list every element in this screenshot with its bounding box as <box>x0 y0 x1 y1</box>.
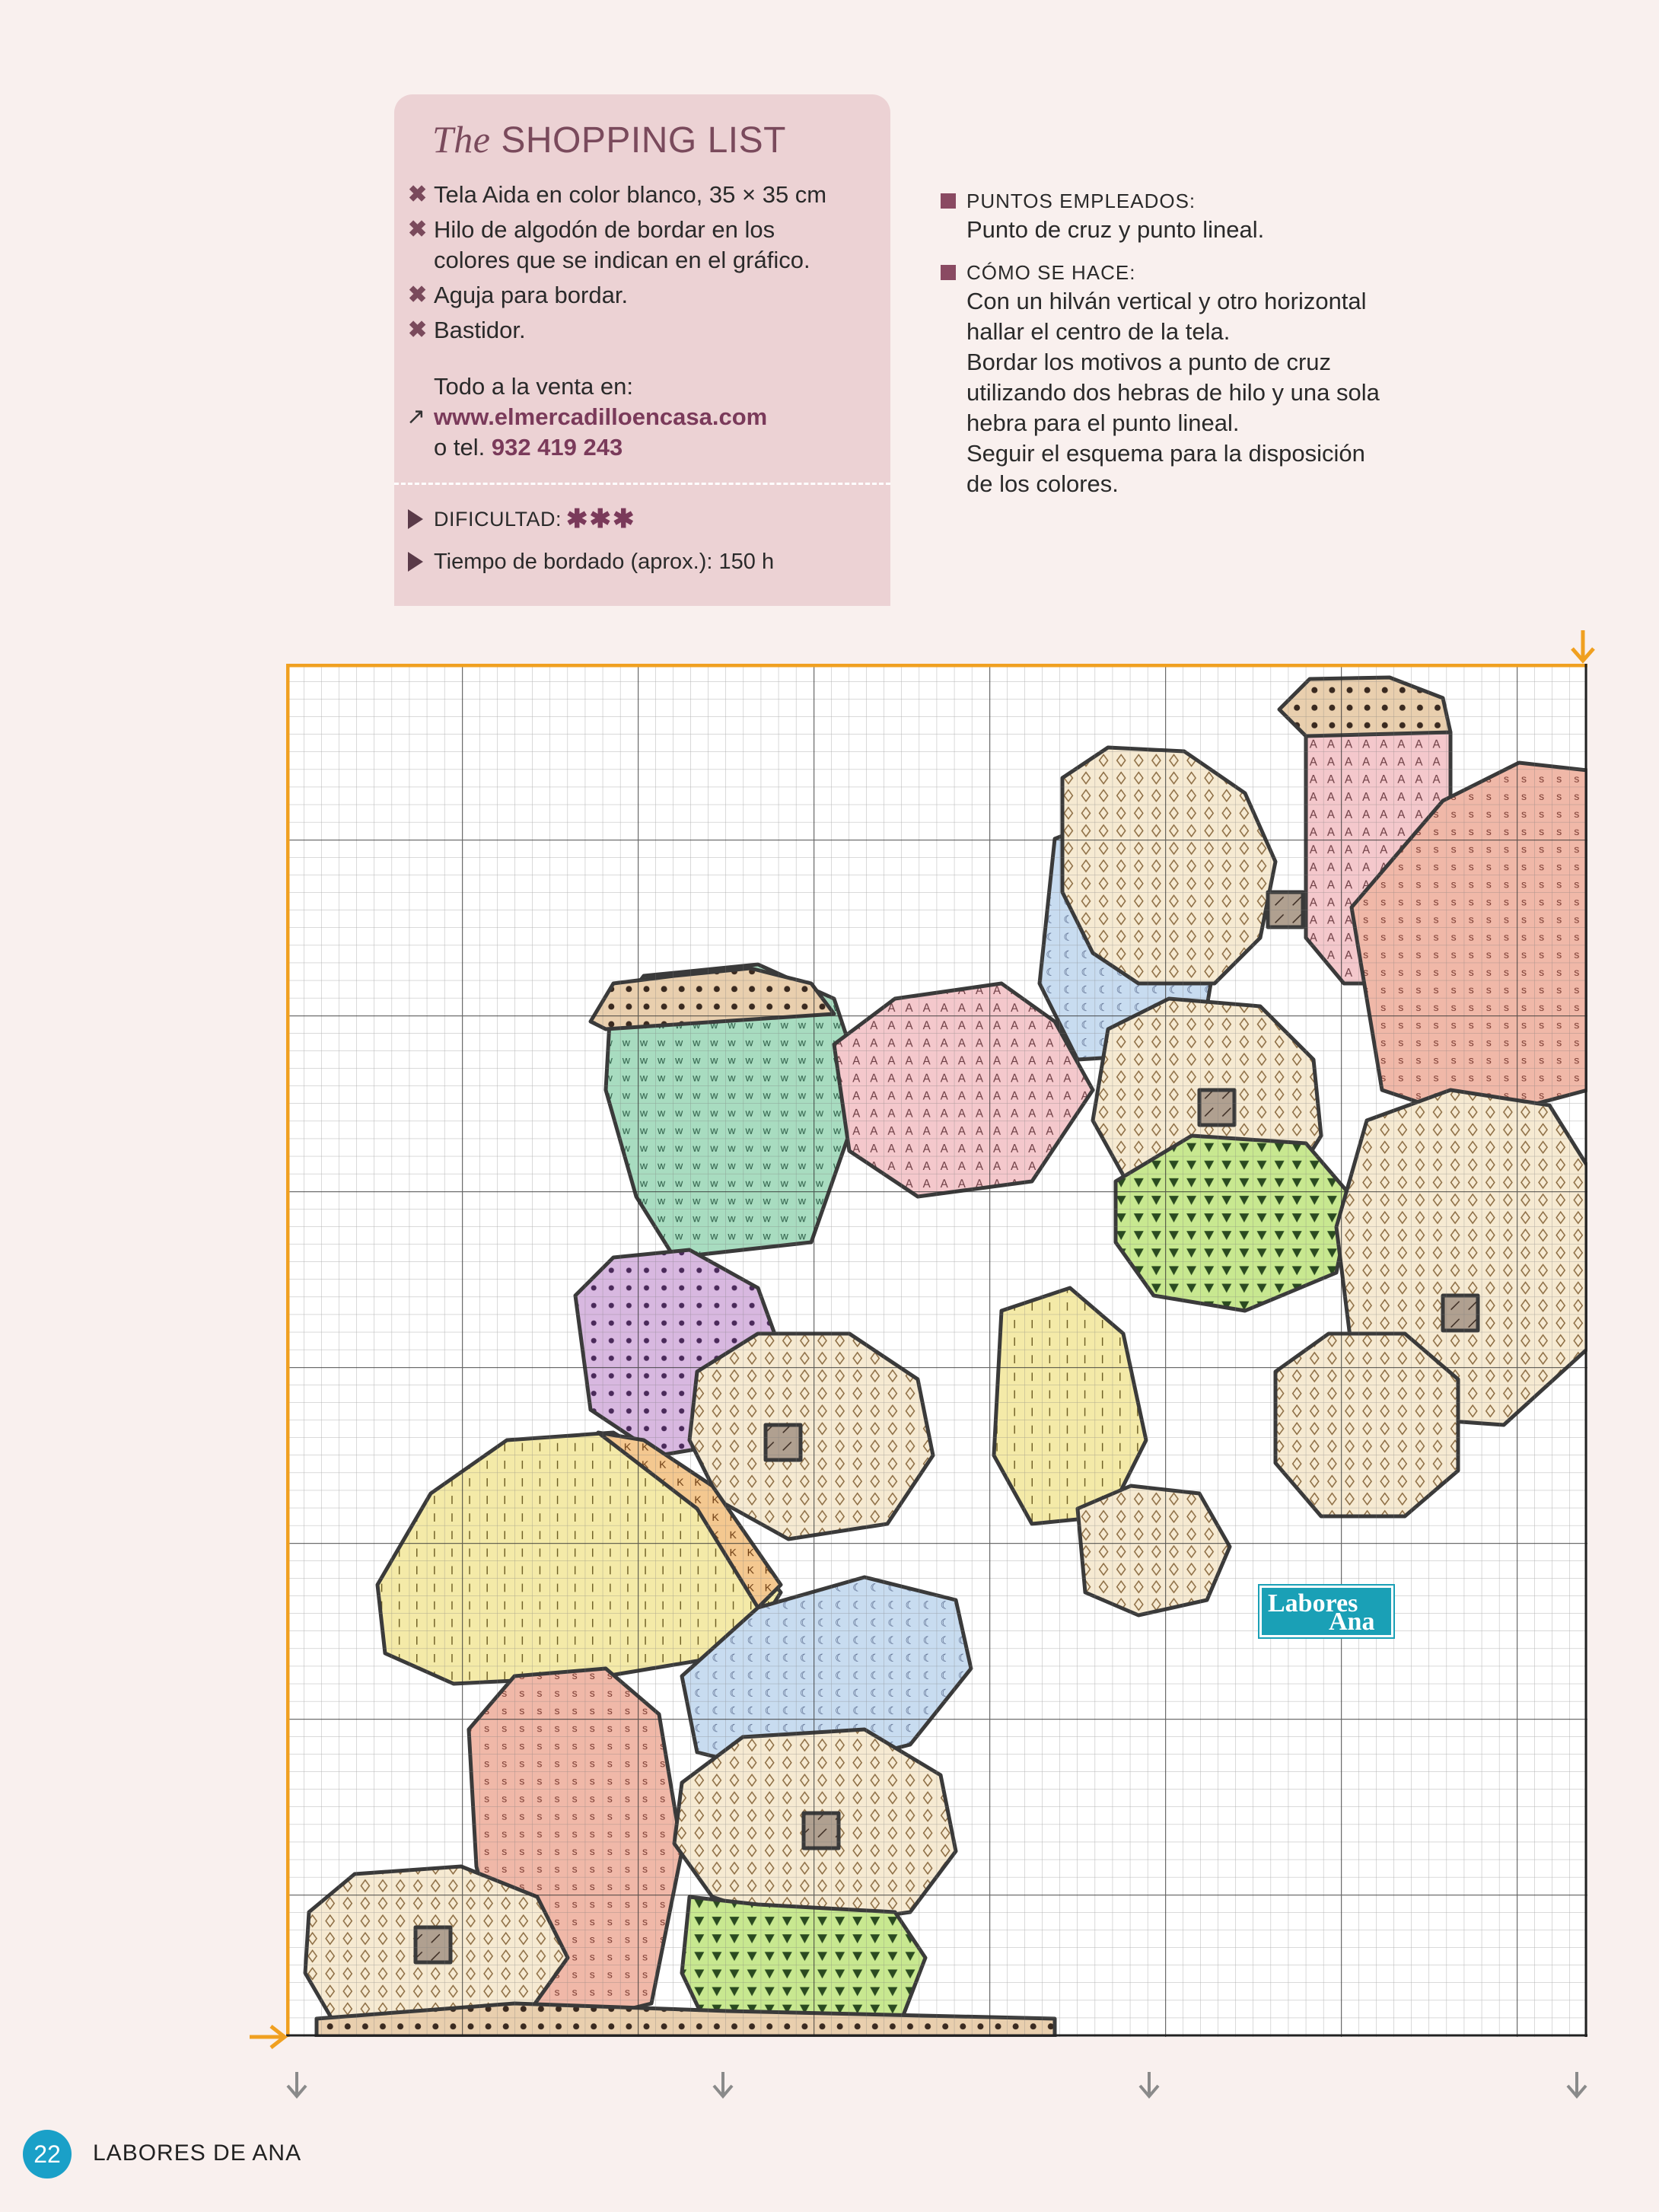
external-link-arrow-icon: ↗ <box>406 404 426 429</box>
time-text: Tiempo de bordado (aprox.): 150 h <box>434 550 775 574</box>
difficulty-label: DIFICULTAD: <box>434 508 562 531</box>
difficulty-info <box>408 504 774 589</box>
stitches-text: Punto de cruz y punto lineal. <box>966 216 1265 243</box>
labores-de-ana-logo <box>1259 1586 1393 1637</box>
cross-icon: ✖ <box>408 217 428 242</box>
magazine-name: LABORES DE ANA <box>93 2140 302 2166</box>
sale-info <box>406 371 768 463</box>
shopping-items <box>408 180 880 350</box>
cross-icon: ✖ <box>408 282 428 308</box>
cross-stitch-chart <box>286 664 1587 2037</box>
title-the: The <box>432 118 491 161</box>
item-text: Hilo de algodón de bordar en los colores que se indican en el gráfico. <box>434 216 810 273</box>
down-arrow-icon <box>282 2069 312 2099</box>
square-bullet-icon <box>941 193 956 209</box>
coarse-grid <box>286 664 1587 2037</box>
shopping-item <box>408 280 880 311</box>
cross-icon: ✖ <box>408 182 428 207</box>
shopping-list-box <box>394 94 890 606</box>
top-centre-arrow-icon <box>1568 629 1598 667</box>
shopping-item <box>408 215 880 276</box>
stitches-label: PUNTOS EMPLEADOS: <box>966 190 1196 212</box>
dashed-divider <box>394 483 890 485</box>
cross-icon: ✖ <box>408 317 428 343</box>
shopping-item <box>408 315 880 346</box>
how-heading <box>941 259 1428 286</box>
chart-svg <box>286 664 1587 2037</box>
item-text: Aguja para bordar. <box>434 282 629 308</box>
down-arrow-icon <box>1134 2069 1164 2099</box>
difficulty-stars: ✱✱✱ <box>566 505 636 534</box>
triangle-bullet-icon <box>408 552 423 572</box>
shopping-item <box>408 180 880 210</box>
tel-number[interactable]: 932 419 243 <box>491 434 623 461</box>
stitches-heading <box>941 187 1428 215</box>
shopping-list-title <box>432 117 786 161</box>
item-text: Tela Aida en color blanco, 35 × 35 cm <box>434 181 827 208</box>
sale-label: Todo a la venta en: <box>434 373 633 400</box>
how-label: CÓMO SE HACE: <box>966 261 1136 284</box>
logo-line1: Labores <box>1268 1589 1358 1618</box>
square-bullet-icon <box>941 265 956 280</box>
title-text: SHOPPING LIST <box>501 120 786 161</box>
left-centre-arrow-icon <box>248 2022 289 2052</box>
tel-label: o tel. <box>434 434 486 461</box>
page-number: 22 <box>23 2130 72 2179</box>
item-text: Bastidor. <box>434 317 526 343</box>
time-row <box>408 547 774 577</box>
triangle-bullet-icon <box>408 509 423 529</box>
down-arrow-icon <box>708 2069 738 2099</box>
down-arrow-icon <box>1562 2069 1592 2099</box>
how-text: Con un hilván vertical y otro horizontal hallar el centro de la tela. Bordar los motivos a punto de cruz utilizando dos hebras de hilo y una sola hebra para el punto lineal. Seguir el esquema para la disposición de los colores. <box>966 288 1380 497</box>
difficulty-row <box>408 504 774 534</box>
instructions <box>941 187 1428 513</box>
website-link[interactable]: www.elmercadilloencasa.com <box>434 403 768 430</box>
logo-line2: Ana <box>1329 1608 1375 1636</box>
